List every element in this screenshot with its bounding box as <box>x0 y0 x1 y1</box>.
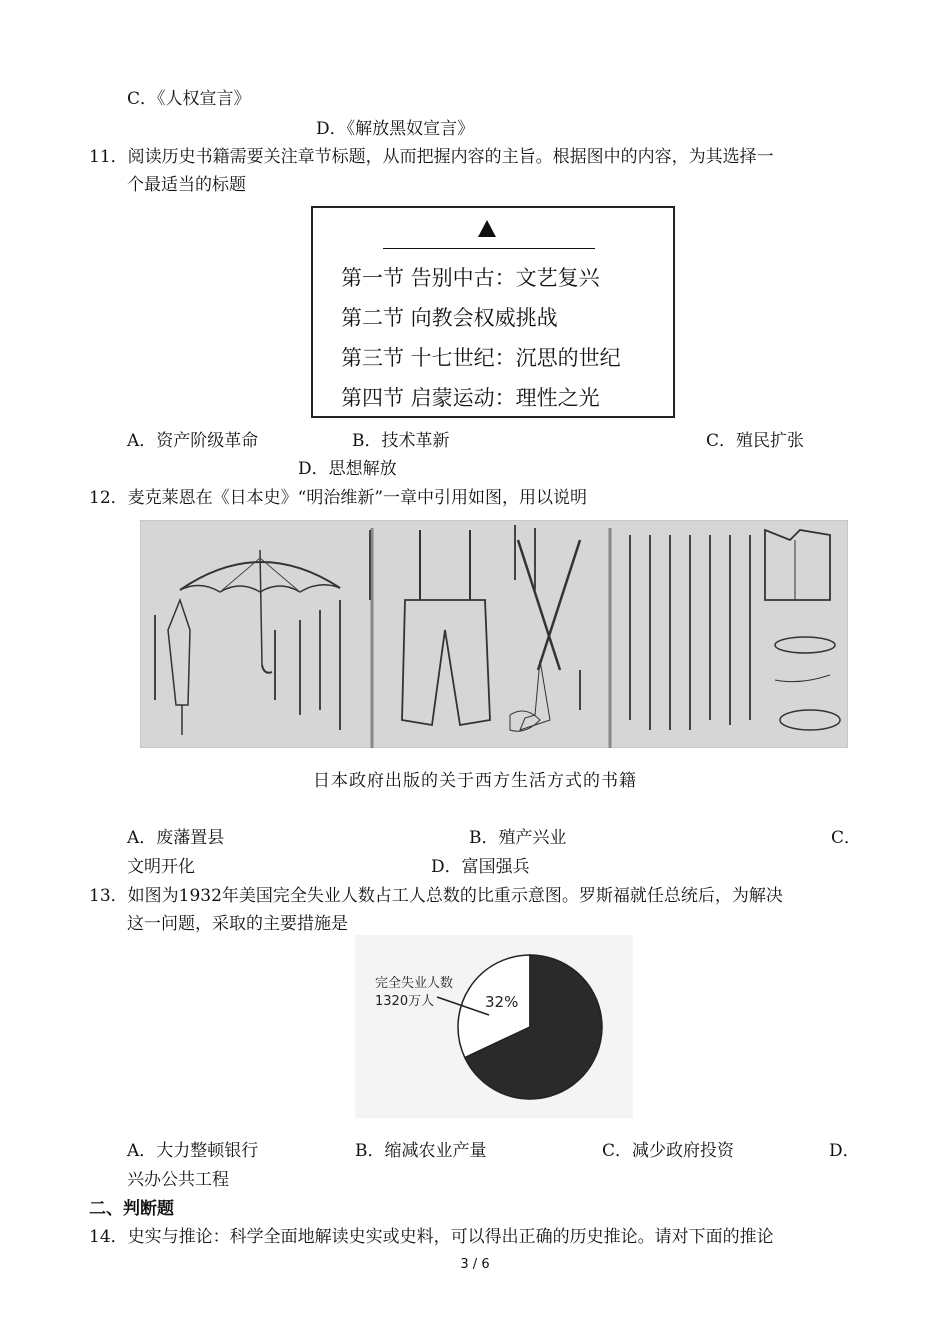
q12-option-c-letter: C． <box>831 828 862 848</box>
q13-option-a: A．大力整顿银行 <box>127 1141 259 1161</box>
q13-option-d-text: 兴办公共工程 <box>127 1170 229 1190</box>
title-underline <box>383 248 595 249</box>
toc-section-2: 第二节 向教会权威挑战 <box>341 306 558 330</box>
q11-stem-line2: 个最适当的标题 <box>127 175 246 195</box>
q12-option-d: D．富国强兵 <box>431 857 530 877</box>
q13-option-c: C．减少政府投资 <box>602 1141 735 1161</box>
toc-section-3: 第三节 十七世纪：沉思的世纪 <box>341 346 621 370</box>
q14-stem: 14．史实与推论：科学全面地解读史实或史料，可以得出正确的历史推论。请对下面的推论 <box>89 1227 774 1247</box>
western-lifestyle-book-image <box>140 520 848 748</box>
page-number: 3 / 6 <box>460 1257 490 1272</box>
q13-stem-line1: 13．如图为1932年美国完全失业人数占工人总数的比重示意图。罗斯福就任总统后，为解决 <box>89 886 783 906</box>
book-illustration <box>140 520 848 748</box>
pie-slices <box>458 955 602 1099</box>
book-image-caption: 日本政府出版的关于西方生活方式的书籍 <box>313 771 637 791</box>
q11-option-b: B．技术革新 <box>352 431 450 451</box>
toc-section-1: 第一节 告别中古：文艺复兴 <box>341 266 600 290</box>
q12-option-c-text: 文明开化 <box>127 857 195 877</box>
unemployment-pie-chart <box>355 935 633 1118</box>
pie-label-line1: 完全失业人数 <box>375 976 454 991</box>
q13-stem-line2: 这一问题，采取的主要措施是 <box>127 914 348 934</box>
section2-title: 二、判断题 <box>89 1199 174 1219</box>
toc-section-4: 第四节 启蒙运动：理性之光 <box>341 386 600 410</box>
chapter-title-box <box>311 206 675 418</box>
pie-label-line2: 1320万人 <box>375 994 435 1009</box>
q11-stem-line1: 11．阅读历史书籍需要关注章节标题，从而把握内容的主旨。根据图中的内容，为其选择一 <box>89 147 774 167</box>
q12-option-a: A．废藩置县 <box>127 828 225 848</box>
q12-stem: 12．麦克莱恩在《日本史》“明治维新”一章中引用如图，用以说明 <box>89 488 588 508</box>
q11-option-a: A．资产阶级革命 <box>127 431 259 451</box>
q10-option-d: D．《解放黑奴宣言》 <box>316 119 475 139</box>
q13-option-b: B．缩减农业产量 <box>355 1141 487 1161</box>
q11-option-d: D．思想解放 <box>298 459 397 479</box>
title-placeholder-triangle-icon <box>478 220 496 237</box>
q13-option-d-letter: D． <box>829 1141 860 1161</box>
q11-option-c: C．殖民扩张 <box>706 431 805 451</box>
q10-option-c: C．《人权宣言》 <box>127 89 251 109</box>
pie-percent-label: 32% <box>485 993 519 1011</box>
q12-option-b: B．殖产兴业 <box>469 828 567 848</box>
